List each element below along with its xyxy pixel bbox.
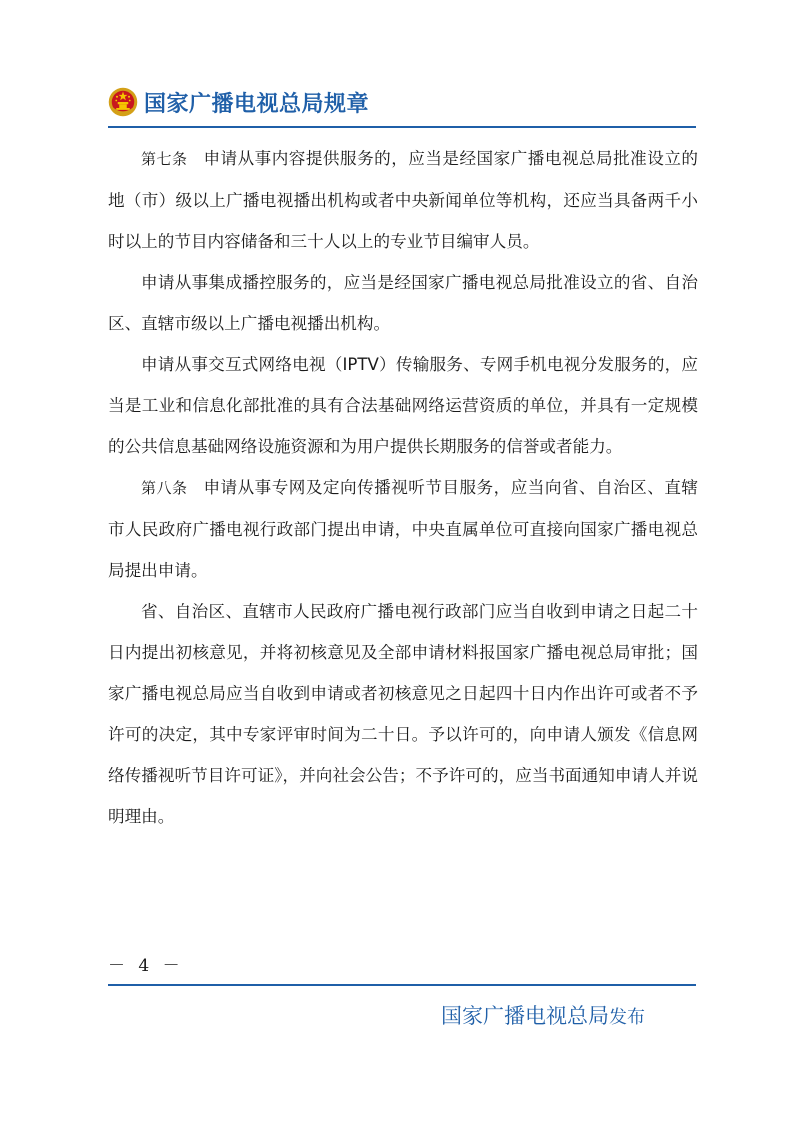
national-emblem-icon xyxy=(108,87,138,117)
article-number: 第八条 xyxy=(141,479,188,497)
paragraph-article-8 xyxy=(108,467,698,591)
paragraph xyxy=(108,262,698,344)
paragraph-text: 省、自治区、直辖市人民政府广播电视行政部门应当自收到申请之日起二十日内提出初核意见，并将初核意见及全部申请材料报国家广播电视总局审批；国家广播电视总局应当自收到申请或者初核意见之日起四十日内作出许可或者不予许可的决定，其中专家评审时间为二十日。予以许可的，向申请人颁发《信息网络传播视听节目许可证》，并向社会公告；不予许可的，应当书面通知申请人并说明理由。 xyxy=(108,602,698,826)
footer-divider xyxy=(108,984,696,986)
paragraph-text: 申请从事专网及定向传播视听节目服务，应当向省、自治区、直辖市人民政府广播电视行政部门提出申请，中央直属单位可直接向国家广播电视总局提出申请。 xyxy=(108,478,698,580)
footer-suffix: 发布 xyxy=(609,1007,645,1028)
paragraph-text: 申请从事集成播控服务的，应当是经国家广播电视总局批准设立的省、自治区、直辖市级以上广播电视播出机构。 xyxy=(108,273,698,333)
header-title: 国家广播电视总局规章 xyxy=(144,91,370,117)
regulation-body xyxy=(108,138,698,837)
header-divider xyxy=(108,126,696,128)
paragraph-text: 申请从事交互式网络电视（IPTV）传输服务、专网手机电视分发服务的，应当是工业和信息化部批准的具有合法基础网络运营资质的单位，并具有一定规模的公共信息基础网络设施资源和为用户提供长期服务的信誉或者能力。 xyxy=(108,355,698,456)
paragraph-text: 申请从事内容提供服务的，应当是经国家广播电视总局批准设立的地（市）级以上广播电视播出机构或者中央新闻单位等机构，还应当具备两千小时以上的节目内容储备和三十人以上的专业节目编审人员。 xyxy=(108,149,698,251)
page-number: － 4 － xyxy=(108,956,184,976)
page-header xyxy=(108,84,369,120)
paragraph xyxy=(108,591,698,837)
article-number: 第七条 xyxy=(141,150,188,168)
paragraph xyxy=(108,344,698,467)
paragraph-article-7 xyxy=(108,138,698,262)
page-footer xyxy=(441,1000,645,1030)
footer-publisher: 国家广播电视总局 xyxy=(441,1004,609,1028)
